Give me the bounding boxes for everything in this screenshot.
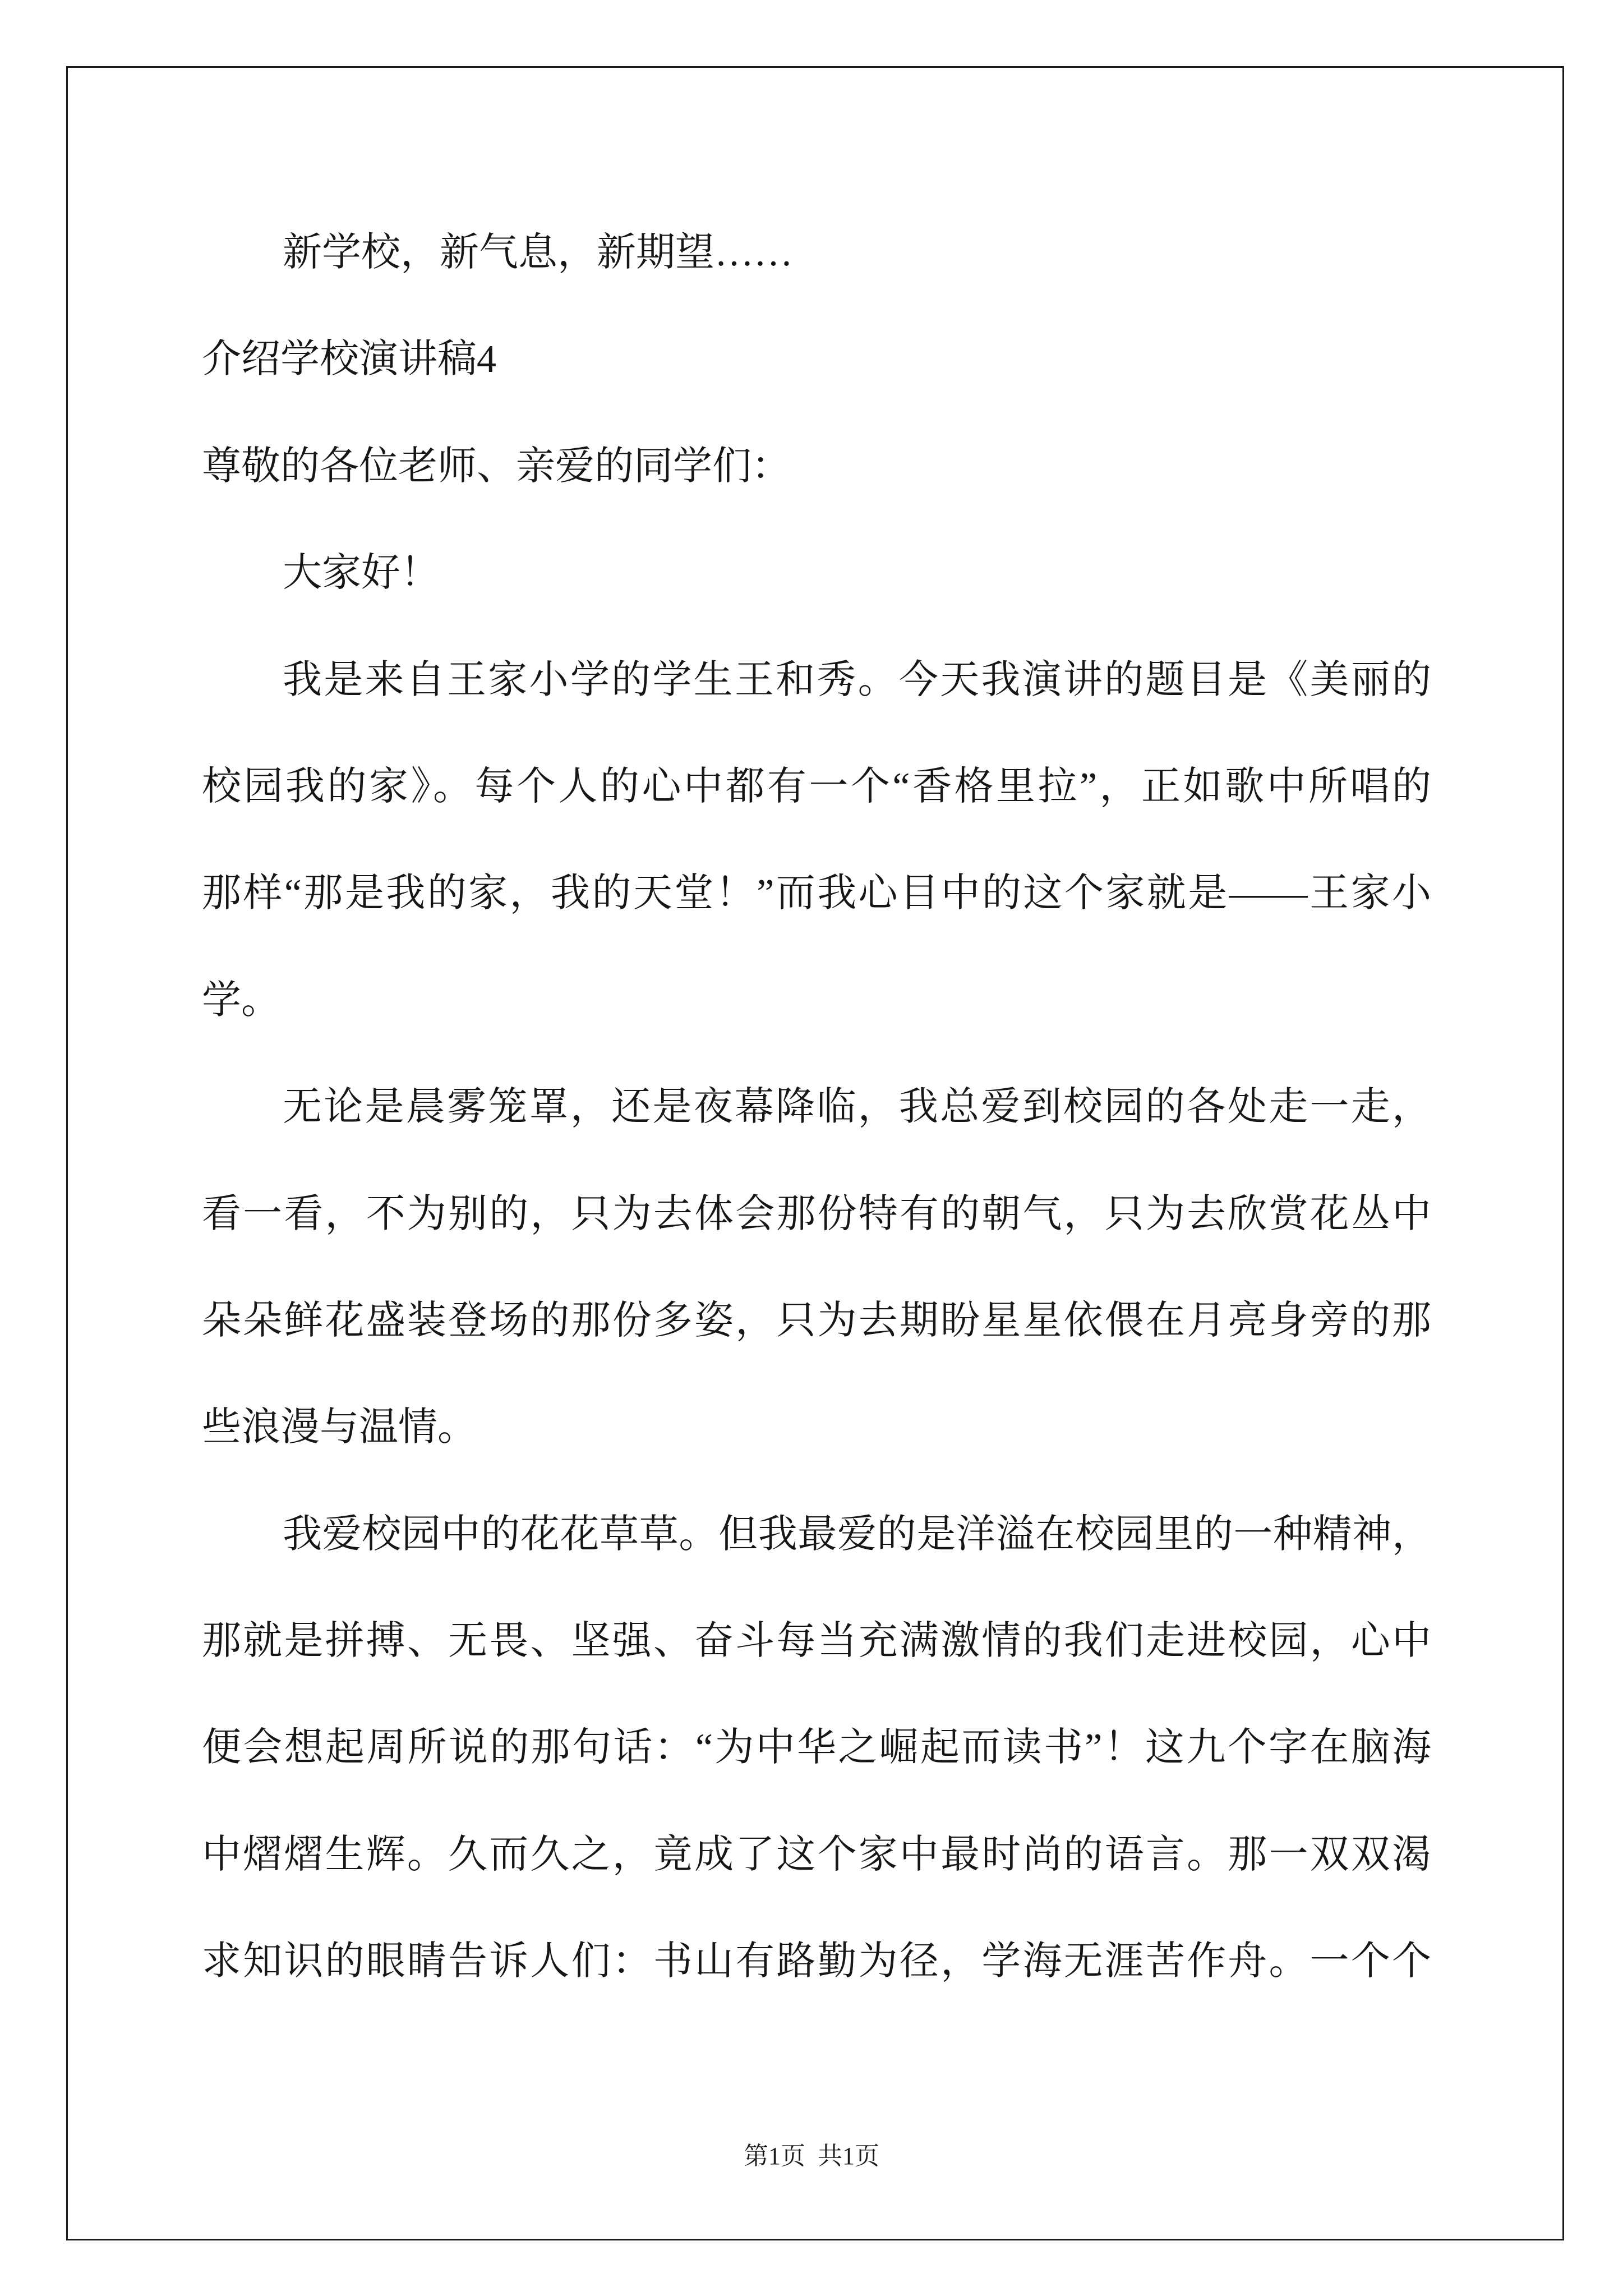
- text-line: 那样“那是我的家，我的天堂！”而我心目中的这个家就是——王家小: [202, 872, 1431, 915]
- document-body: [202, 200, 1431, 2016]
- text-line: 校园我的家》。每个人的心中都有一个“香格里拉”，正如歌中所唱的: [202, 765, 1431, 808]
- paragraph: [202, 1481, 1431, 2016]
- text-line: 看一看，不为别的，只为去体会那份特有的朝气，只为去欣赏花丛中: [202, 1192, 1431, 1236]
- text-line: 尊敬的各位老师、亲爱的同学们：: [202, 444, 791, 488]
- document-title: [202, 306, 1431, 413]
- salutation: [202, 413, 1431, 520]
- paragraph-intro: [202, 200, 1431, 306]
- text-line: 我爱校园中的花花草草。但我最爱的是洋溢在校园里的一种精神，: [283, 1512, 1431, 1556]
- paragraph: [202, 627, 1431, 1055]
- text-line: 些浪漫与温情。: [202, 1406, 477, 1450]
- text-line: 我是来自王家小学的学生王和秀。今天我演讲的题目是《美丽的: [283, 658, 1431, 702]
- text-line: 新学校，新气息，新期望……: [283, 231, 793, 274]
- text-line: 大家好！: [283, 551, 440, 595]
- paragraph: [202, 1054, 1431, 1481]
- text-line: 那就是拼搏、无畏、坚强、奋斗每当充满激情的我们走进校园，心中: [202, 1619, 1431, 1663]
- greeting: [202, 520, 1431, 627]
- title-line: 介绍学校演讲稿4: [202, 338, 496, 381]
- text-line: 学。: [202, 978, 280, 1022]
- text-line: 便会想起周所说的那句话：“为中华之崛起而读书”！这九个字在脑海: [202, 1726, 1431, 1770]
- page-number-footer: 第1页 共1页: [744, 2142, 879, 2170]
- text-line: 无论是晨雾笼罩，还是夜幕降临，我总爱到校园的各处走一走，: [283, 1085, 1431, 1129]
- text-line: 求知识的眼睛告诉人们：书山有路勤为径，学海无涯苦作舟。一个个: [202, 1940, 1431, 1984]
- text-line: 朵朵鲜花盛装登场的那份多姿，只为去期盼星星依偎在月亮身旁的那: [202, 1299, 1431, 1342]
- text-line: 中熠熠生辉。久而久之，竟成了这个家中最时尚的语言。那一双双渴: [202, 1833, 1431, 1876]
